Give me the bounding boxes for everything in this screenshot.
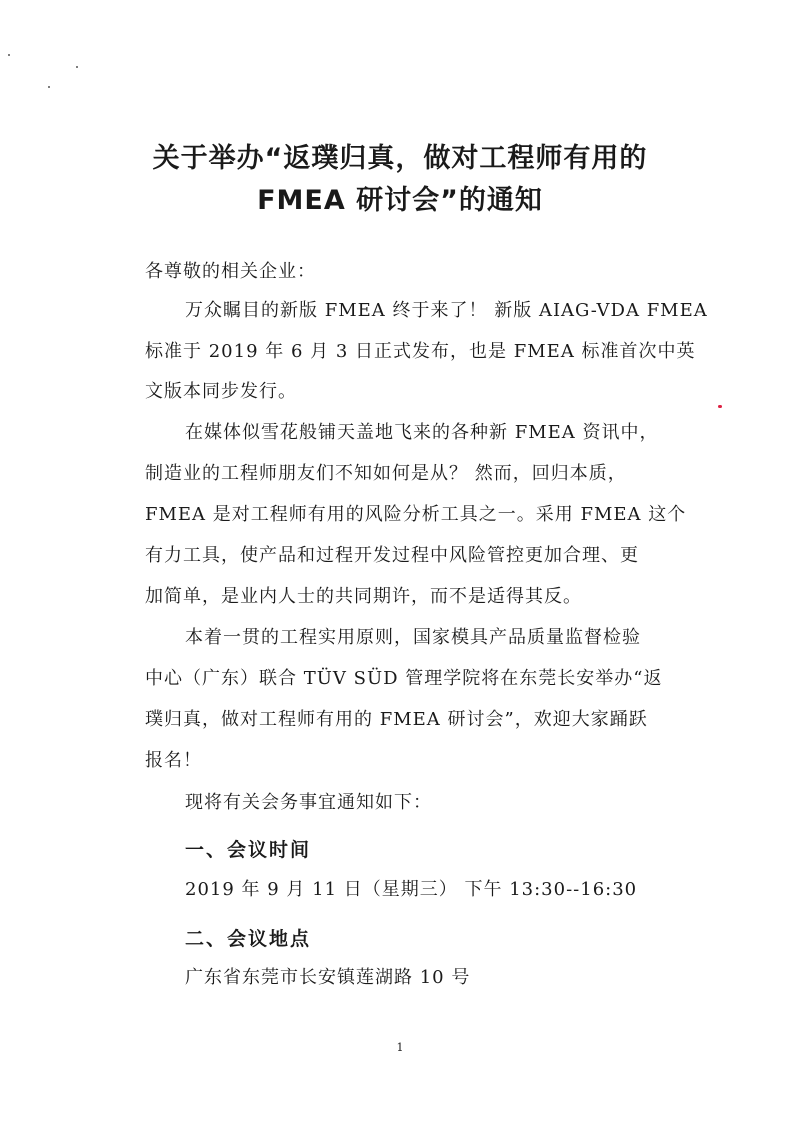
scan-speck — [48, 86, 50, 88]
paragraph-2-line: 有力工具，使产品和过程开发过程中风险管控更加合理、更 — [145, 545, 639, 566]
paragraph-3-line: 本着一贯的工程实用原则，国家模具产品质量监督检验 — [185, 627, 641, 648]
section-1-heading: 一、会议时间 — [185, 839, 312, 861]
red-ink-mark — [718, 405, 722, 408]
page-number: 1 — [396, 1041, 404, 1054]
scan-speck — [8, 54, 10, 56]
paragraph-4: 现将有关会务事宜通知如下： — [185, 792, 432, 813]
paragraph-3-line: 报名！ — [145, 750, 202, 771]
paragraph-1-line: 万众瞩目的新版 FMEA 终于来了！ 新版 AIAG-VDA FMEA — [185, 300, 708, 321]
meeting-time-text: 2019 年 9 月 11 日（星期三） 下午 13:30--16:30 — [185, 879, 638, 900]
paragraph-1-line: 文版本同步发行。 — [145, 381, 297, 402]
paragraph-2-line: 制造业的工程师朋友们不知如何是从？ 然而，回归本质， — [145, 463, 627, 484]
paragraph-2-line: 加简单，是业内人士的共同期许，而不是适得其反。 — [145, 586, 582, 607]
paragraph-2-line: 在媒体似雪花般铺天盖地飞来的各种新 FMEA 资讯中， — [185, 422, 659, 443]
document-title-line-2: FMEA 研讨会”的通知 — [257, 185, 543, 216]
salutation: 各尊敬的相关企业： — [145, 261, 316, 282]
paragraph-2-line: FMEA 是对工程师有用的风险分析工具之一。采用 FMEA 这个 — [145, 504, 687, 525]
document-title-line-1: 关于举办“返璞归真，做对工程师有用的 — [152, 143, 648, 174]
paragraph-3-line: 中心（广东）联合 TÜV SÜD 管理学院将在东莞长安举办“返 — [145, 668, 663, 689]
meeting-location-text: 广东省东莞市长安镇莲湖路 10 号 — [185, 967, 471, 988]
paragraph-3-line: 璞归真，做对工程师有用的 FMEA 研讨会”，欢迎大家踊跃 — [145, 709, 648, 730]
section-2-heading: 二、会议地点 — [185, 928, 312, 950]
scan-speck — [76, 66, 78, 68]
paragraph-1-line: 标准于 2019 年 6 月 3 日正式发布，也是 FMEA 标准首次中英 — [145, 341, 696, 362]
